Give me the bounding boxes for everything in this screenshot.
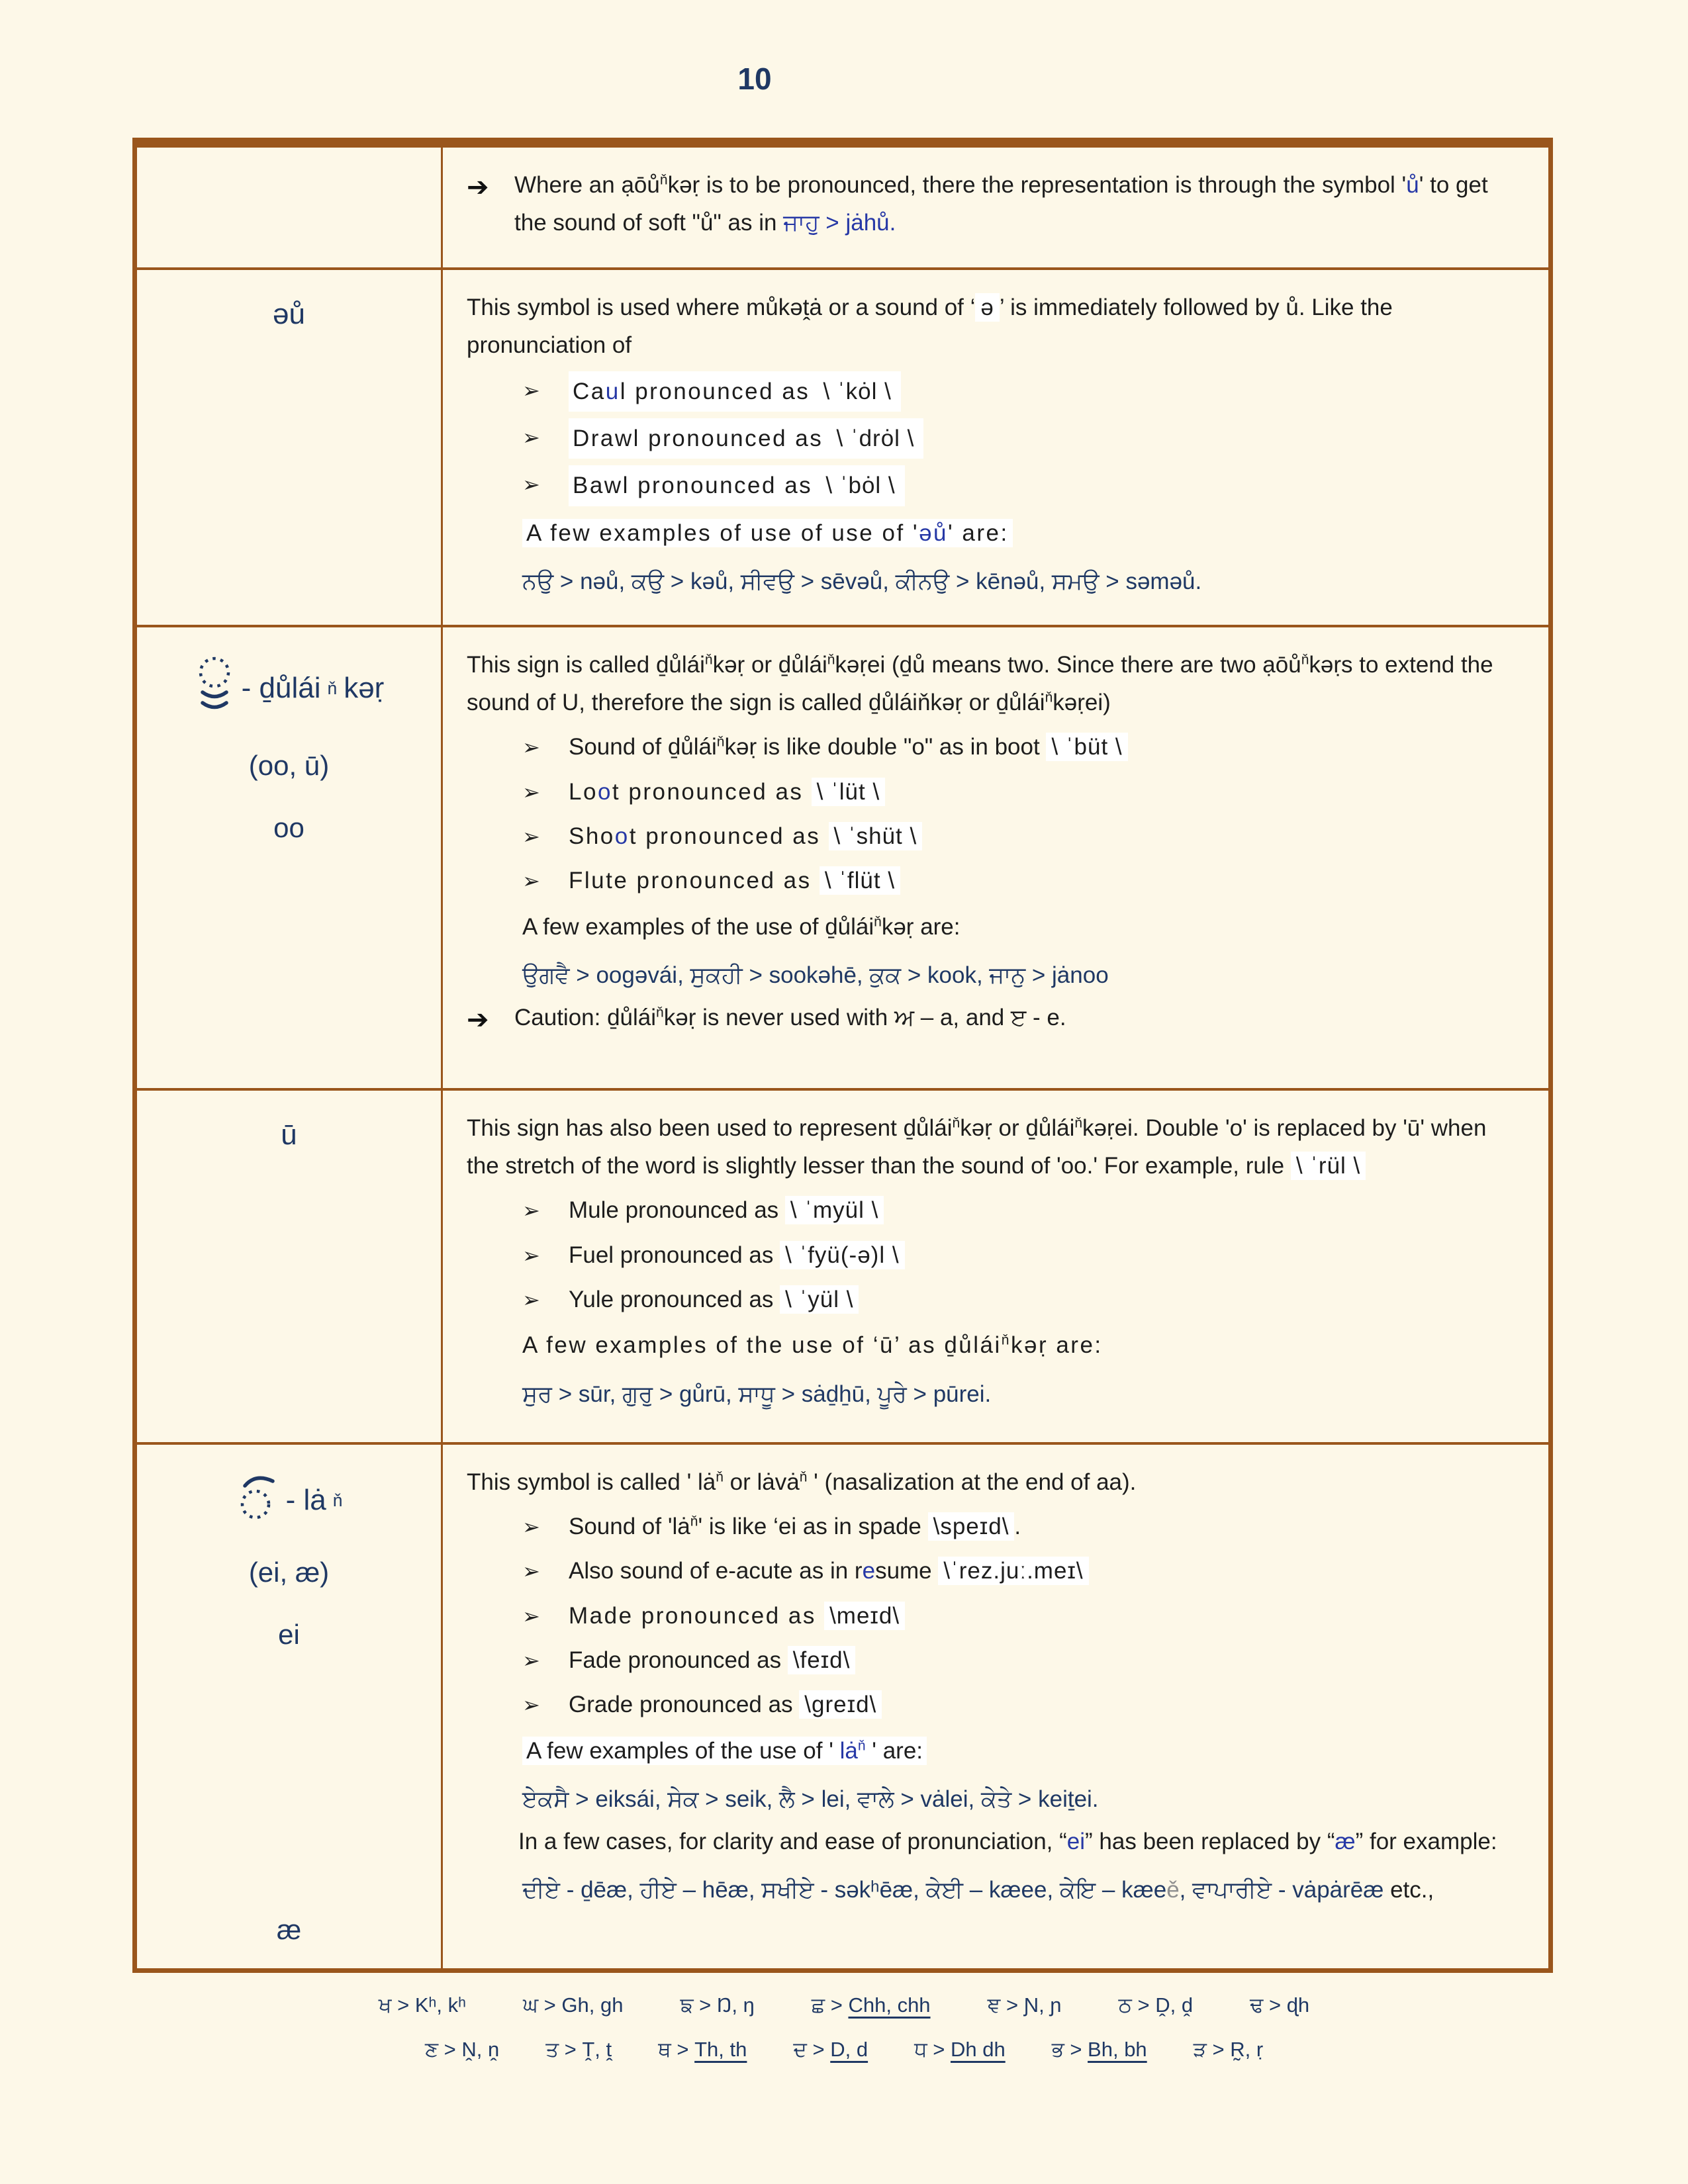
example-words bbox=[467, 1780, 1522, 1818]
latin-transliteration: Gh, gh bbox=[561, 1993, 624, 2017]
transliteration-key-row-2 bbox=[0, 2038, 1688, 2062]
letter-mapping bbox=[793, 2038, 868, 2062]
letter-mapping bbox=[914, 2038, 1006, 2062]
latin-transliteration: D, d bbox=[830, 2038, 868, 2061]
table-row bbox=[137, 625, 1548, 1088]
text-segment: ਜਾਹੁ > jȧhů. bbox=[783, 210, 896, 236]
text-segment: ň bbox=[1045, 690, 1053, 705]
latin-transliteration: Ḓ, ḓ bbox=[1155, 1993, 1194, 2017]
text-segment: ň bbox=[716, 1469, 724, 1484]
gurmukhi-letter: ਣ > bbox=[424, 2038, 462, 2061]
gurmukhi-letter: ਭ > bbox=[1051, 2038, 1088, 2061]
text-segment: This sign has also been used to represent ḏůlái bbox=[467, 1115, 953, 1141]
latin-transliteration: Ṋ, ṋ bbox=[461, 2038, 500, 2061]
text-segment: \feɪd\ bbox=[788, 1646, 856, 1674]
text-segment: ň bbox=[827, 651, 835, 667]
text-segment: Ca bbox=[573, 378, 606, 404]
text-segment: This symbol is called ' lȧ bbox=[467, 1469, 716, 1495]
triangle-bullet-icon: ➢ bbox=[522, 1243, 540, 1267]
text-segment: or lȧvȧ bbox=[723, 1469, 800, 1495]
letter-mapping bbox=[545, 2038, 612, 2062]
text-segment: ਦੀਏ - ḏēæ, ਹੀਏ – hēæ, ਸਖੀਏ - səkʰēæ, ਕੇਈ – kæee, ਕੇਇ – kæe bbox=[522, 1877, 1167, 1903]
text-segment: ' is like ‘ei as in spade bbox=[698, 1513, 928, 1539]
bullet-item bbox=[467, 817, 1522, 855]
description-cell bbox=[443, 627, 1548, 1088]
text-segment: kəṛ is never used with ਅ – a, and ੲ - e. bbox=[663, 1004, 1066, 1030]
letter-mapping bbox=[1250, 1993, 1309, 2018]
latin-transliteration: Ṱ, ṱ bbox=[582, 2038, 612, 2061]
line-content bbox=[522, 1332, 1103, 1358]
symbol-line bbox=[142, 750, 436, 782]
paragraph bbox=[467, 289, 1522, 365]
text-segment: kəṛ bbox=[667, 172, 700, 198]
symbol-cell bbox=[137, 270, 443, 625]
triangle-bullet-icon: ➢ bbox=[522, 1514, 540, 1539]
text-segment: ň bbox=[690, 1514, 698, 1529]
text-segment: ei bbox=[278, 1618, 300, 1650]
gurmukhi-letter: ਙ > bbox=[680, 1993, 717, 2017]
bullet-item bbox=[467, 1191, 1522, 1229]
line-content bbox=[569, 1641, 855, 1679]
gurmukhi-letter: ਤ > bbox=[545, 2038, 583, 2061]
line-content bbox=[569, 728, 1128, 766]
triangle-bullet-icon: ➢ bbox=[522, 425, 540, 449]
bullet-item bbox=[467, 1686, 1522, 1723]
text-segment: ਸੁਰ > sūr, ਗੁਰੁ > gůrū, ਸਾਧੂ > sȧḏẖū, ਪੂਰੇ > pūrei. bbox=[522, 1381, 992, 1407]
triangle-bullet-icon: ➢ bbox=[522, 1693, 540, 1717]
text-segment: u bbox=[605, 378, 620, 404]
triangle-bullet-icon: ➢ bbox=[522, 1199, 540, 1223]
text-segment: ň bbox=[656, 1004, 664, 1020]
bullet-item bbox=[467, 728, 1522, 766]
text-segment: Yule pronounced as bbox=[569, 1287, 780, 1313]
text-segment: Bawl pronounced as bbox=[573, 473, 821, 499]
triangle-bullet-icon: ➢ bbox=[522, 378, 540, 402]
text-segment: ň bbox=[716, 734, 725, 750]
example-words bbox=[467, 956, 1522, 994]
text-segment: - lȧ bbox=[285, 1484, 326, 1517]
text-segment: A few examples of use of use of ' bbox=[526, 520, 919, 546]
text-segment: ਨਉ > nəů, ਕਉ > kəů, ਸੀਵਉ > sēvəů, ਕੀਨਉ > kēnəů, ਸਮਉ > səməů. bbox=[522, 569, 1202, 595]
latin-transliteration: R̰, ṛ bbox=[1230, 2038, 1264, 2061]
symbol-cell bbox=[137, 1445, 443, 1968]
arrow-bullet-icon: ➔ bbox=[467, 1005, 489, 1034]
transliteration-key bbox=[0, 1993, 1688, 2062]
triangle-bullet-icon: ➢ bbox=[522, 1559, 540, 1584]
symbol-cell bbox=[137, 627, 443, 1088]
text-segment: kəṛei) bbox=[1053, 689, 1111, 715]
text-segment: Where an ạōů bbox=[514, 172, 660, 198]
letter-mapping bbox=[680, 1993, 754, 2018]
bullet-item bbox=[467, 1641, 1522, 1679]
text-segment: Sound of 'lȧ bbox=[569, 1513, 690, 1539]
examples-intro bbox=[467, 908, 1522, 946]
text-segment: \ ˈmyül \ bbox=[785, 1196, 884, 1224]
text-segment: kəṛ or ḏůlái bbox=[960, 1115, 1075, 1141]
text-segment: e bbox=[862, 1558, 876, 1584]
letter-mapping bbox=[812, 1993, 931, 2018]
text-segment: ě bbox=[1166, 1877, 1180, 1903]
triangle-bullet-icon: ➢ bbox=[522, 1604, 540, 1628]
text-segment: (ei, æ) bbox=[248, 1556, 330, 1588]
line-content bbox=[518, 1823, 1497, 1860]
line-content bbox=[569, 371, 901, 412]
text-segment: This symbol is used where můkəṱȧ or a sound of ‘ bbox=[467, 294, 976, 320]
line-content bbox=[569, 1191, 884, 1229]
text-segment: ' are: bbox=[948, 520, 1009, 546]
text-segment: æ bbox=[1335, 1828, 1356, 1854]
text-segment: æ bbox=[276, 1913, 302, 1945]
letter-mapping bbox=[379, 1993, 466, 2018]
gurmukhi-letter: ਢ > bbox=[1250, 1993, 1287, 2017]
text-segment: Sho bbox=[569, 823, 615, 850]
text-segment: \ ˈrül \ bbox=[1291, 1152, 1366, 1180]
letter-mapping bbox=[658, 2038, 747, 2062]
line-content bbox=[569, 1552, 1089, 1590]
text-segment: \ ˈfyü(-ə)l \ bbox=[780, 1241, 904, 1269]
text-segment: kəṛs to extend the sound of U, therefore the sign is called ḏůláiňkəṛ or ḏůlái bbox=[467, 651, 1493, 715]
text-segment: kəṛ is like double "o" as in boot bbox=[724, 734, 1047, 760]
gurmukhi-letter: ਧ > bbox=[914, 2038, 951, 2061]
text-segment: kəṛ are: bbox=[881, 913, 961, 940]
line-content bbox=[569, 773, 885, 811]
text-segment: o bbox=[597, 778, 612, 805]
paragraph bbox=[467, 1463, 1522, 1501]
example-words bbox=[467, 563, 1522, 600]
latin-transliteration: Dh dh bbox=[950, 2038, 1006, 2061]
text-segment: In a few cases, for clarity and ease of pronunciation, “ bbox=[518, 1828, 1067, 1854]
text-segment: ň bbox=[704, 651, 713, 667]
arrow-note bbox=[467, 166, 1522, 242]
letter-mapping bbox=[523, 1993, 623, 2018]
symbol-line: - lȧ ň bbox=[142, 1473, 436, 1529]
pronunciation-table bbox=[132, 138, 1553, 1973]
text-segment: \speɪd\ bbox=[928, 1512, 1015, 1541]
paragraph bbox=[467, 646, 1522, 722]
line-content bbox=[467, 1115, 1486, 1179]
line-content bbox=[522, 569, 1201, 594]
text-segment: Grade pronounced as bbox=[569, 1692, 800, 1718]
symbol-cell bbox=[137, 1091, 443, 1442]
text-segment: Flute pronounced as bbox=[569, 868, 820, 894]
bullet-item bbox=[467, 1508, 1522, 1545]
text-segment: \ ˈyül \ bbox=[780, 1285, 859, 1314]
text-segment: is to be pronounced, there the representation is through the symbol ' bbox=[700, 172, 1407, 198]
text-segment: etc., bbox=[1390, 1877, 1434, 1903]
text-segment: kəṛ are: bbox=[1010, 1332, 1103, 1359]
text-segment: Lo bbox=[569, 778, 598, 805]
text-segment: ' (nasalization at the end of aa). bbox=[807, 1469, 1137, 1495]
text-segment: \ ˈbȯl \ bbox=[820, 471, 900, 500]
text-segment: t pronounced as bbox=[629, 823, 829, 850]
line-content bbox=[522, 1786, 1099, 1812]
text-segment: kəṛ bbox=[344, 672, 385, 705]
text-segment: \ ˈkȯl \ bbox=[818, 377, 897, 406]
text-segment: ’ is immediately followed by ů. Like the pronunciation of bbox=[467, 294, 1393, 359]
text-segment: əů bbox=[273, 297, 305, 330]
text-segment: ' to get the sound of soft "ů" as in bbox=[514, 172, 1488, 236]
text-segment: lȧ bbox=[839, 1737, 858, 1764]
bullet-item bbox=[467, 371, 1522, 412]
gurmukhi-letter: ਞ > bbox=[987, 1993, 1024, 2017]
paragraph bbox=[467, 1823, 1522, 1860]
line-content bbox=[569, 1597, 905, 1635]
latin-transliteration: Ŋ, ŋ bbox=[716, 1993, 755, 2017]
bullet-item bbox=[467, 773, 1522, 811]
line-content bbox=[569, 862, 900, 899]
text-segment: ' are: bbox=[865, 1737, 923, 1764]
triangle-bullet-icon: ➢ bbox=[522, 825, 540, 849]
letter-mapping bbox=[1052, 2038, 1147, 2062]
description-cell bbox=[443, 1445, 1548, 1968]
text-segment: (oo, ū) bbox=[248, 749, 330, 781]
latin-transliteration: Ɲ, ɲ bbox=[1023, 1993, 1062, 2017]
table-row bbox=[137, 1088, 1548, 1442]
text-segment: Made pronounced as bbox=[569, 1602, 825, 1629]
gurmukhi-letter: ਘ > bbox=[522, 1993, 562, 2017]
description-cell bbox=[443, 270, 1548, 625]
text-segment: Also sound of e-acute as in r bbox=[569, 1558, 863, 1584]
text-segment: ň bbox=[659, 172, 668, 188]
text-segment: o bbox=[614, 823, 630, 850]
examples-intro bbox=[467, 514, 1522, 552]
text-segment: Caution: ḏůlái bbox=[514, 1004, 657, 1030]
line-content bbox=[514, 166, 1522, 242]
text-segment: Mule pronounced as bbox=[569, 1197, 785, 1224]
symbol-line: - ḏůlái ň kəṛ bbox=[142, 655, 436, 722]
examples-intro bbox=[467, 1732, 1522, 1770]
letter-mapping bbox=[1119, 1993, 1194, 2018]
line-content bbox=[569, 418, 923, 459]
symbol-line bbox=[142, 1914, 436, 1946]
gurmukhi-letter: ਦ > bbox=[793, 2038, 831, 2061]
line-content bbox=[514, 999, 1066, 1042]
gurmukhi-letter: ੜ > bbox=[1193, 2038, 1231, 2061]
text-segment: \greɪd\ bbox=[799, 1690, 882, 1719]
paragraph bbox=[467, 1109, 1522, 1185]
text-segment: sume bbox=[875, 1558, 939, 1584]
triangle-bullet-icon: ➢ bbox=[522, 1288, 540, 1312]
text-segment: \ ˈdrȯl \ bbox=[831, 424, 919, 453]
text-segment: A few examples of the use of ‘ū’ as ḏůlái bbox=[522, 1332, 1002, 1359]
symbol-line bbox=[142, 298, 436, 331]
symbol-line bbox=[142, 812, 436, 844]
text-segment: \ ˈflüt \ bbox=[820, 866, 900, 895]
text-segment: ň bbox=[1074, 1115, 1083, 1130]
latin-transliteration: Th, th bbox=[694, 2038, 747, 2061]
symbol-line bbox=[142, 1619, 436, 1651]
latin-transliteration: Chh, chh bbox=[848, 1993, 931, 2017]
text-segment: A few examples of the use of ' bbox=[526, 1737, 840, 1764]
text-segment: ň bbox=[952, 1115, 961, 1130]
line-content bbox=[522, 1737, 927, 1765]
text-segment: ň bbox=[1301, 651, 1309, 667]
text-segment: ň bbox=[857, 1738, 866, 1754]
example-words bbox=[467, 1871, 1522, 1909]
text-segment: ū bbox=[281, 1118, 297, 1151]
text-segment: This sign is called ḏůlái bbox=[467, 651, 705, 678]
description-cell bbox=[443, 1091, 1548, 1442]
letter-mapping bbox=[988, 1993, 1062, 2018]
text-segment: ə bbox=[975, 293, 999, 322]
symbol-line bbox=[142, 1118, 436, 1152]
gurmukhi-letter: ਖ > bbox=[378, 1993, 415, 2017]
latin-transliteration: Bh, bh bbox=[1088, 2038, 1147, 2061]
line-content bbox=[569, 1686, 882, 1723]
gurmukhi-letter: ਛ > bbox=[811, 1993, 849, 2017]
arrow-bullet-icon: ➔ bbox=[467, 173, 489, 202]
text-segment: ň bbox=[1001, 1332, 1011, 1348]
latin-transliteration: Kʰ, kʰ bbox=[414, 1993, 466, 2017]
text-segment: Fade pronounced as bbox=[569, 1647, 788, 1674]
text-segment: \meɪd\ bbox=[824, 1602, 905, 1630]
line-content bbox=[569, 817, 922, 855]
bullet-item bbox=[467, 418, 1522, 459]
triangle-bullet-icon: ➢ bbox=[522, 735, 540, 760]
line-content bbox=[522, 1381, 991, 1407]
line-content bbox=[569, 1236, 905, 1274]
text-segment: \ ˈshüt \ bbox=[829, 822, 923, 850]
text-segment: \ ˈlüt \ bbox=[812, 778, 886, 806]
line-content bbox=[569, 465, 905, 506]
text-segment: ei bbox=[1066, 1828, 1086, 1854]
text-segment: Drawl pronounced as bbox=[573, 425, 831, 451]
bullet-item bbox=[467, 862, 1522, 899]
table-row bbox=[137, 148, 1548, 267]
line-content bbox=[522, 914, 961, 940]
text-segment: oo bbox=[273, 811, 305, 843]
text-segment: ů bbox=[1406, 172, 1419, 198]
description-cell bbox=[443, 148, 1548, 267]
transliteration-key-row-1 bbox=[0, 1993, 1688, 2018]
text-segment: ” has been replaced by “ bbox=[1085, 1828, 1335, 1854]
text-segment: A few examples of the use of ḏůlái bbox=[522, 913, 874, 940]
text-segment: Sound of ḏůlái bbox=[569, 734, 717, 760]
line-content bbox=[569, 1281, 859, 1318]
symbol-line bbox=[142, 1557, 436, 1588]
letter-mapping bbox=[425, 2038, 499, 2062]
table-row bbox=[137, 1442, 1548, 1968]
text-segment: ň bbox=[799, 1469, 808, 1484]
line-content bbox=[467, 1469, 1136, 1495]
text-segment: - ḏůlái bbox=[241, 672, 321, 705]
text-segment: əů bbox=[919, 520, 949, 546]
text-segment: ň bbox=[874, 914, 882, 930]
line-content bbox=[522, 1877, 1434, 1903]
text-segment: ” for example: bbox=[1355, 1828, 1497, 1854]
table-row bbox=[137, 267, 1548, 625]
bullet-item bbox=[467, 1281, 1522, 1318]
line-content bbox=[467, 293, 1393, 358]
example-words bbox=[467, 1375, 1522, 1413]
line-content bbox=[467, 652, 1493, 715]
text-segment: Fuel pronounced as bbox=[569, 1242, 780, 1268]
letter-mapping bbox=[1194, 2038, 1264, 2062]
bullet-item bbox=[467, 1597, 1522, 1635]
triangle-bullet-icon: ➢ bbox=[522, 869, 540, 893]
triangle-bullet-icon: ➢ bbox=[522, 780, 540, 804]
symbol-cell bbox=[137, 148, 443, 267]
text-segment: kəṛei. Double 'o' is replaced by 'ū' when the stretch of the word is slightly lesser than the sound of 'oo.' For example, rule bbox=[467, 1115, 1487, 1179]
examples-intro bbox=[467, 1326, 1522, 1364]
text-segment: , ਵਾਪਾਰੀਏ - vȧpȧrēæ bbox=[1179, 1877, 1391, 1903]
text-segment: ਉਗਵੈ > oogəvái, ਸੁਕਹੀ > sookəhē, ਕੁਕ > kook, ਜਾਨੁ > jȧnoo bbox=[522, 962, 1109, 989]
latin-transliteration: ɖh bbox=[1286, 1993, 1310, 2017]
dulainkar-sign-icon bbox=[194, 655, 235, 722]
gurmukhi-letter: ਠ > bbox=[1118, 1993, 1156, 2017]
triangle-bullet-icon: ➢ bbox=[522, 1649, 540, 1673]
text-segment: kəṛei (ḏů means two. Since there are two ạōů bbox=[835, 651, 1301, 678]
text-segment: l pronounced as bbox=[620, 378, 818, 404]
text-segment: \ ˈbüt \ bbox=[1046, 733, 1127, 761]
lavan-sign-icon bbox=[236, 1473, 279, 1529]
bullet-item bbox=[467, 1236, 1522, 1274]
gurmukhi-letter: ਥ > bbox=[658, 2038, 695, 2061]
text-segment: t pronounced as bbox=[612, 778, 812, 805]
text-segment: \ˈrez.juː.meɪ\ bbox=[938, 1557, 1088, 1585]
text-segment: ਏਕਸੈ > eiksái, ਸੇਕ > seik, ਲੈ > lei, ਵਾਲੇ > vȧlei, ਕੇਤੇ > keiṯei. bbox=[522, 1786, 1099, 1813]
text-segment: kəṛ or ḏůlái bbox=[712, 651, 827, 678]
line-content bbox=[522, 962, 1109, 988]
bullet-item bbox=[467, 1552, 1522, 1590]
page-number: 10 bbox=[737, 62, 772, 96]
text-segment: . bbox=[1014, 1513, 1021, 1539]
arrow-note bbox=[467, 999, 1522, 1042]
bullet-item bbox=[467, 465, 1522, 506]
line-content bbox=[569, 1508, 1021, 1545]
line-content bbox=[522, 519, 1013, 547]
triangle-bullet-icon: ➢ bbox=[522, 473, 540, 497]
